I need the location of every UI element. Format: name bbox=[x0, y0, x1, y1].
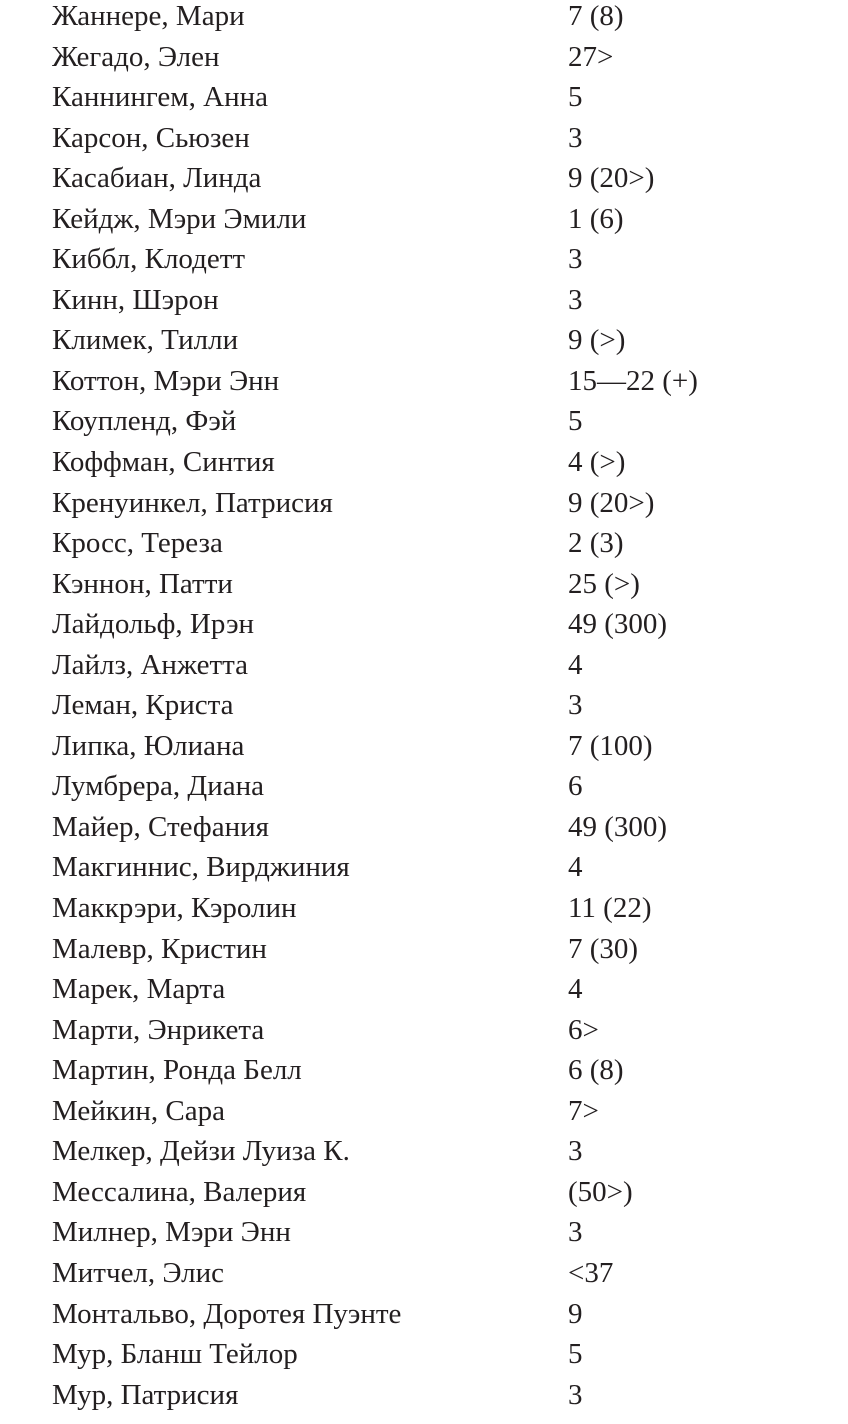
count-value: 9 (20>) bbox=[568, 162, 655, 195]
list-item bbox=[52, 929, 832, 970]
person-name: Мессалина, Валерия bbox=[52, 1175, 307, 1208]
list-item bbox=[52, 280, 832, 321]
person-name: Митчел, Элис bbox=[52, 1256, 225, 1289]
list-item bbox=[52, 442, 832, 483]
person-name: Лайлз, Анжетта bbox=[52, 648, 249, 681]
list-item bbox=[52, 37, 832, 78]
list-item bbox=[52, 1294, 832, 1335]
list-item bbox=[52, 320, 832, 361]
count-value: 5 bbox=[568, 1338, 583, 1371]
person-name: Мейкин, Сара bbox=[52, 1094, 226, 1127]
list-item bbox=[52, 1010, 832, 1051]
list-item bbox=[52, 483, 832, 524]
person-name: Лайдольф, Ирэн bbox=[52, 608, 255, 641]
list-item bbox=[52, 77, 832, 118]
list-item bbox=[52, 1172, 832, 1213]
count-value: 4 bbox=[568, 648, 583, 681]
person-name: Карсон, Сьюзен bbox=[52, 121, 250, 154]
person-name: Монтальво, Доротея Пуэнте bbox=[52, 1297, 402, 1330]
count-value: 11 (22) bbox=[568, 892, 652, 925]
person-name: Леман, Криста bbox=[52, 689, 234, 722]
person-name: Каннингем, Анна bbox=[52, 81, 268, 114]
list-item bbox=[52, 847, 832, 888]
person-name: Кросс, Тереза bbox=[52, 527, 223, 560]
count-value: 25 (>) bbox=[568, 567, 640, 600]
list-item bbox=[52, 685, 832, 726]
person-name: Мур, Патрисия bbox=[52, 1378, 239, 1411]
person-name: Климек, Тилли bbox=[52, 324, 239, 357]
count-value: (50>) bbox=[568, 1175, 633, 1208]
person-name: Мур, Бланш Тейлор bbox=[52, 1338, 298, 1371]
count-value: 7 (30) bbox=[568, 932, 639, 965]
person-name: Коффман, Синтия bbox=[52, 446, 275, 479]
person-name: Касабиан, Линда bbox=[52, 162, 262, 195]
person-name: Жаннере, Мари bbox=[52, 0, 245, 32]
count-value: 1 (6) bbox=[568, 202, 624, 235]
count-value: 4 bbox=[568, 851, 583, 884]
person-name: Кейдж, Мэри Эмили bbox=[52, 202, 307, 235]
list-item bbox=[52, 564, 832, 605]
list-item bbox=[52, 1131, 832, 1172]
list-item bbox=[52, 0, 832, 37]
count-value: 3 bbox=[568, 283, 583, 316]
count-value: 49 (300) bbox=[568, 608, 668, 641]
list-item bbox=[52, 1334, 832, 1375]
count-value: 9 (>) bbox=[568, 324, 626, 357]
list-item bbox=[52, 1050, 832, 1091]
person-name: Жегадо, Элен bbox=[52, 40, 220, 73]
list-item bbox=[52, 726, 832, 767]
count-value: 3 bbox=[568, 121, 583, 154]
count-value: 9 bbox=[568, 1297, 583, 1330]
person-name: Лумбрера, Диана bbox=[52, 770, 264, 803]
person-name: Марек, Марта bbox=[52, 973, 226, 1006]
person-name: Коупленд, Фэй bbox=[52, 405, 237, 438]
person-name: Макгиннис, Вирджиния bbox=[52, 851, 350, 884]
count-value: 3 bbox=[568, 243, 583, 276]
person-name: Майер, Стефания bbox=[52, 810, 269, 843]
list-item bbox=[52, 1375, 832, 1416]
list-item bbox=[52, 118, 832, 159]
person-name: Кренуинкел, Патрисия bbox=[52, 486, 333, 519]
list-item bbox=[52, 1091, 832, 1132]
count-value: 3 bbox=[568, 1216, 583, 1249]
list-item bbox=[52, 645, 832, 686]
list-item bbox=[52, 199, 832, 240]
count-value: 7> bbox=[568, 1094, 599, 1127]
count-value: 7 (100) bbox=[568, 729, 653, 762]
count-value: 5 bbox=[568, 81, 583, 114]
person-name: Маккрэри, Кэролин bbox=[52, 892, 297, 925]
person-name: Кинн, Шэрон bbox=[52, 283, 219, 316]
list-item bbox=[52, 604, 832, 645]
list-item bbox=[52, 807, 832, 848]
count-value: 3 bbox=[568, 1135, 583, 1168]
count-value: 49 (300) bbox=[568, 810, 668, 843]
name-count-list bbox=[52, 0, 832, 1415]
count-value: 6> bbox=[568, 1013, 599, 1046]
person-name: Малевр, Кристин bbox=[52, 932, 267, 965]
list-item bbox=[52, 523, 832, 564]
count-value: 9 (20>) bbox=[568, 486, 655, 519]
person-name: Липка, Юлиана bbox=[52, 729, 245, 762]
count-value: 5 bbox=[568, 405, 583, 438]
person-name: Киббл, Клодетт bbox=[52, 243, 246, 276]
list-item bbox=[52, 158, 832, 199]
count-value: 2 (3) bbox=[568, 527, 624, 560]
person-name: Мартин, Ронда Белл bbox=[52, 1054, 302, 1087]
count-value: 6 bbox=[568, 770, 583, 803]
list-item bbox=[52, 401, 832, 442]
count-value: 3 bbox=[568, 689, 583, 722]
count-value: <37 bbox=[568, 1256, 614, 1289]
person-name: Коттон, Мэри Энн bbox=[52, 364, 280, 397]
count-value: 7 (8) bbox=[568, 0, 624, 32]
count-value: 4 (>) bbox=[568, 446, 626, 479]
list-item bbox=[52, 1253, 832, 1294]
count-value: 3 bbox=[568, 1378, 583, 1411]
count-value: 15—22 (+) bbox=[568, 364, 698, 397]
list-item bbox=[52, 888, 832, 929]
person-name: Марти, Энрикета bbox=[52, 1013, 265, 1046]
list-item bbox=[52, 766, 832, 807]
list-item bbox=[52, 969, 832, 1010]
person-name: Мелкер, Дейзи Луиза К. bbox=[52, 1135, 350, 1168]
person-name: Кэннон, Патти bbox=[52, 567, 233, 600]
person-name: Милнер, Мэри Энн bbox=[52, 1216, 291, 1249]
count-value: 27> bbox=[568, 40, 614, 73]
count-value: 6 (8) bbox=[568, 1054, 624, 1087]
list-item bbox=[52, 361, 832, 402]
list-item bbox=[52, 239, 832, 280]
list-item bbox=[52, 1212, 832, 1253]
count-value: 4 bbox=[568, 973, 583, 1006]
